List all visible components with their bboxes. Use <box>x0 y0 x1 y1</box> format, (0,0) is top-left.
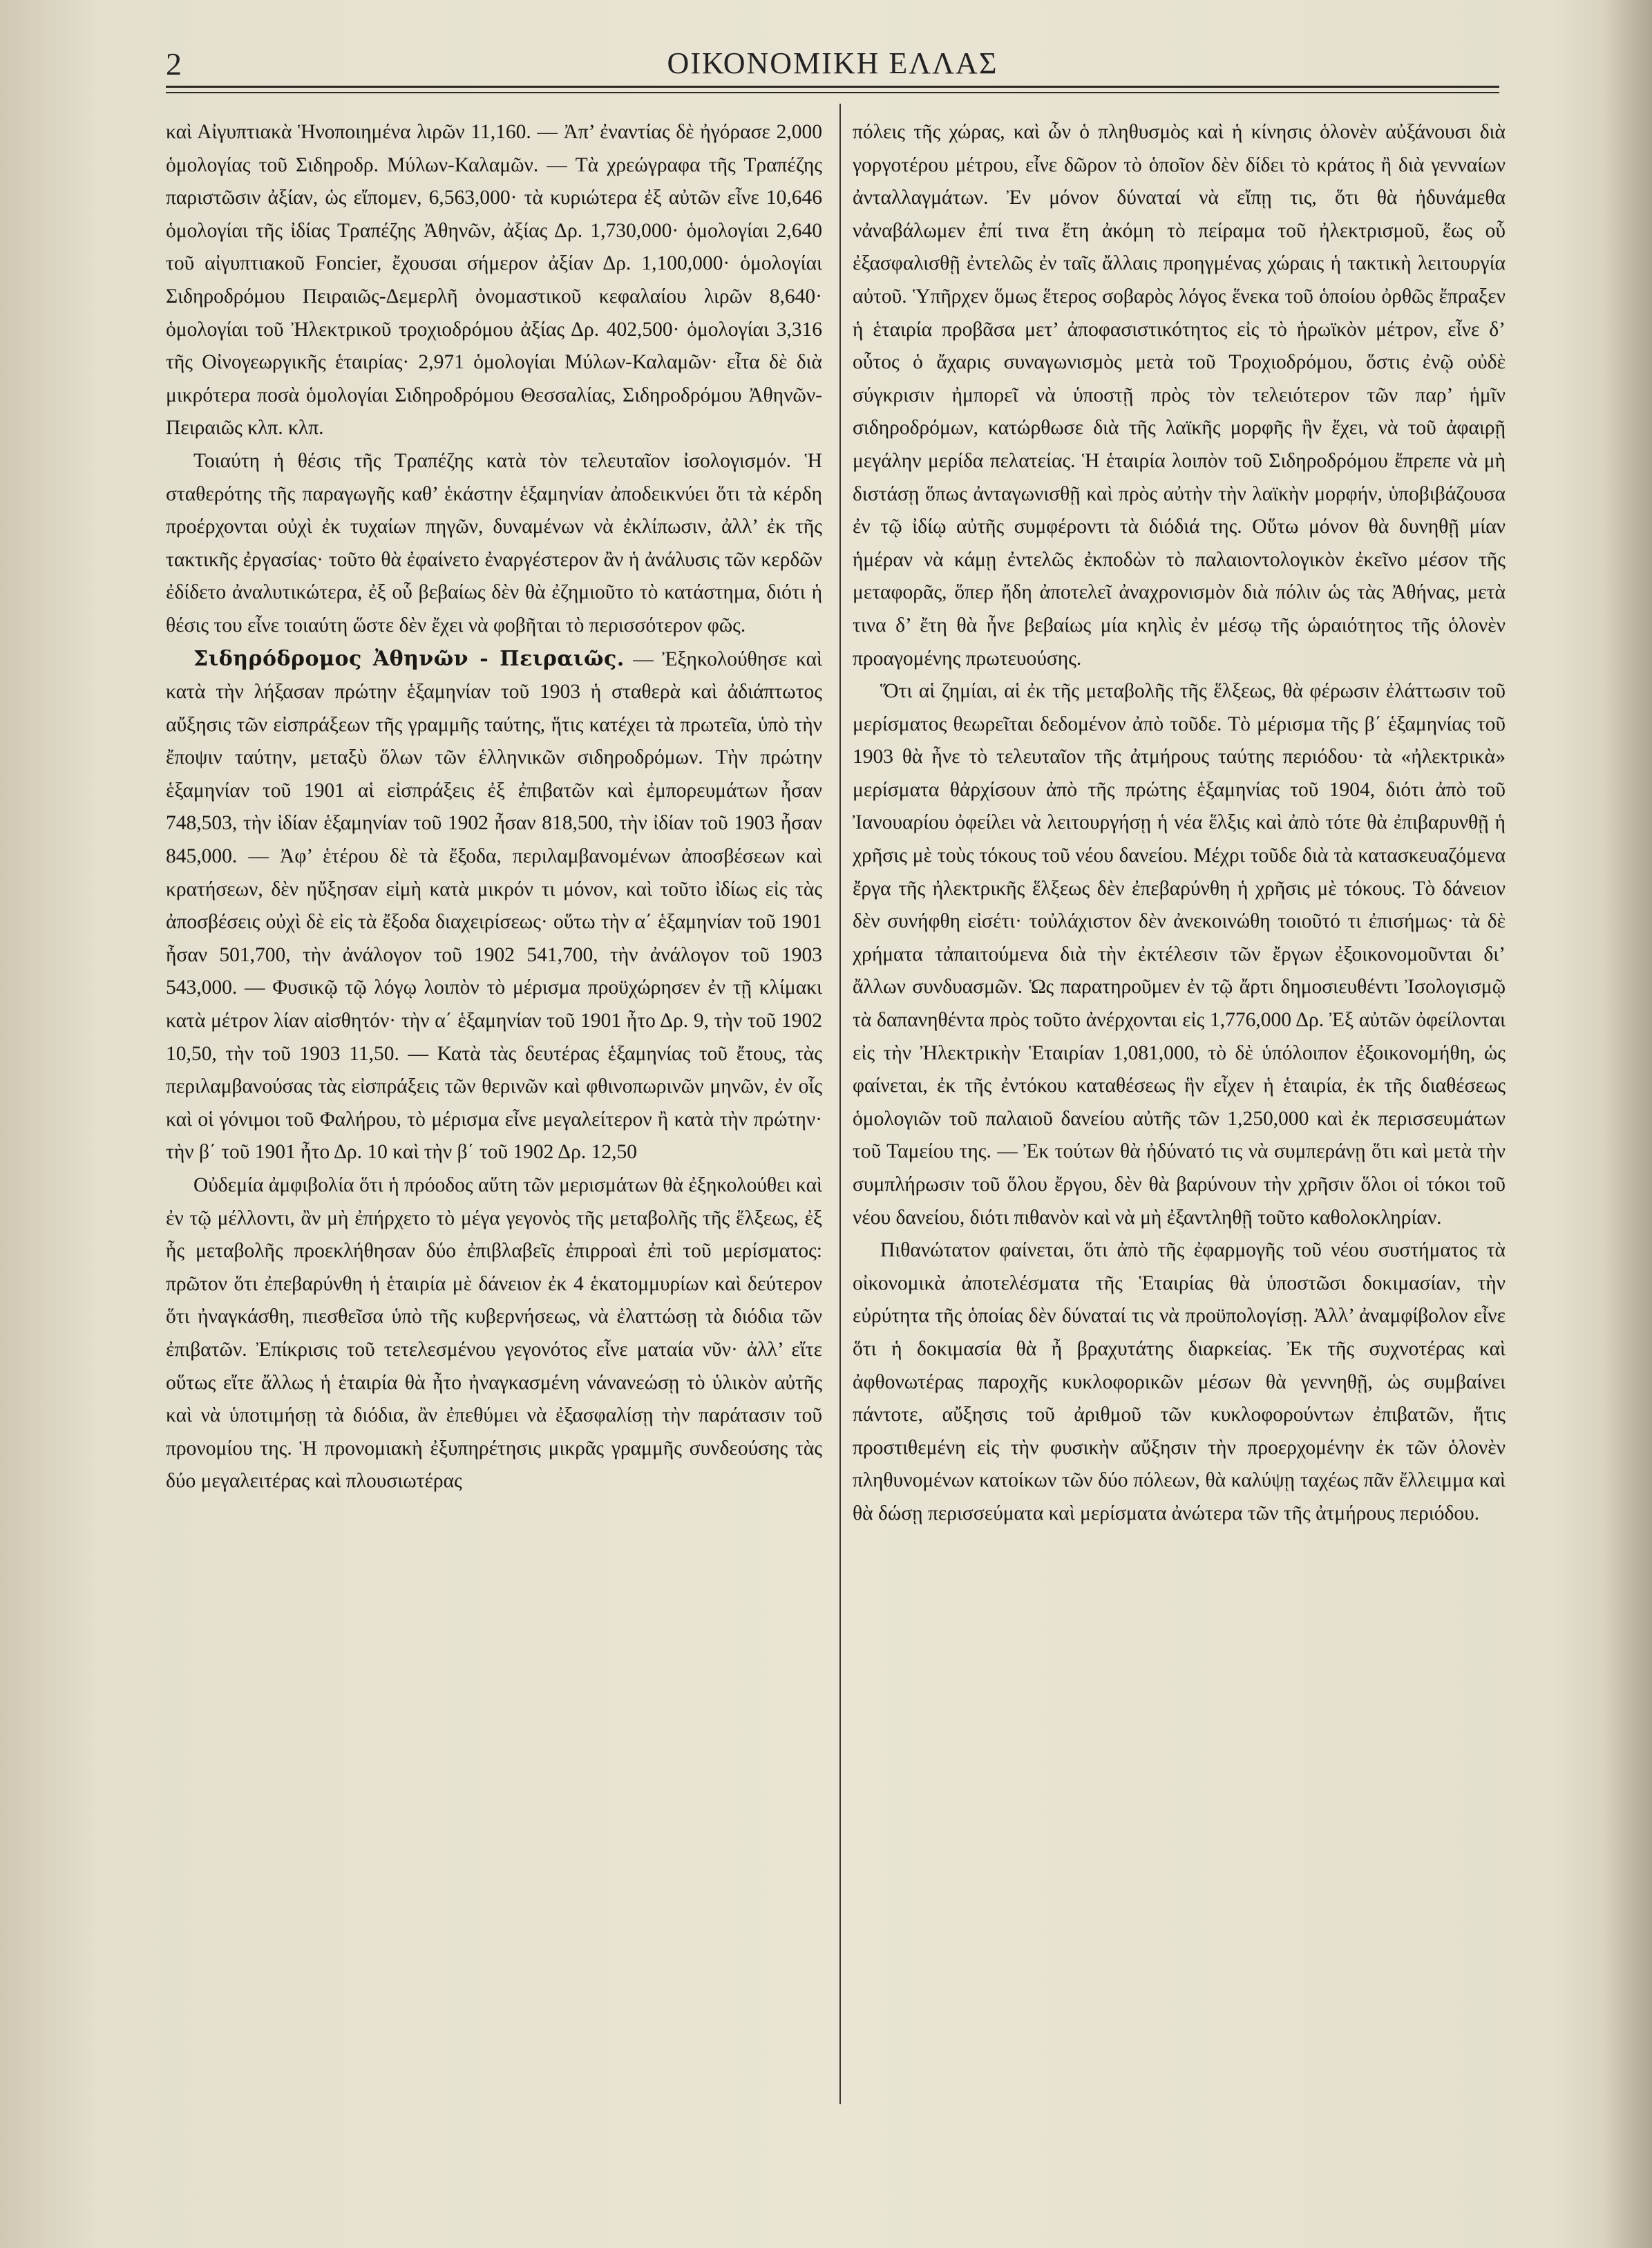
page-edge-shadow <box>1604 0 1652 2248</box>
paragraph: Πιθανώτατον φαίνεται, ὅτι ἀπὸ τῆς ἐφαρμογῆς τοῦ νέου συστήματος τὰ οἰκονομικὰ ἀποτελέσματα τῆς Ἑταιρίας θὰ ὑποστῶσι δοκιμασίαν, τὴν εὐρύτητα τῆς ὁποίας δὲν δύναταί τις νὰ προϋπολογίσῃ. Ἀλλ’ ἀναμφίβολον εἶνε ὅτι ἡ δοκιμασία θὰ ἦ βραχυτάτης διαρκείας. Ἐκ τῆς συχνοτέρας καὶ ἀφθονωτέρας παροχῆς κυκλοφορικῶν μέσων θὰ γεννηθῇ, ὡς συμβαίνει πάντοτε, αὔξησις τοῦ ἀριθμοῦ τῶν κυκλοφορούντων ἐπιβατῶν, ἥτις προστιθεμένη εἰς τὴν φυσικὴν αὔξησιν τὴν προερχομένην ἐκ τῶν ὁλονὲν πληθυνομένων κατοίκων τῶν δύο πόλεων, θὰ καλύψῃ ταχέως πᾶν ἔλλειμμα καὶ θὰ δώσῃ περισσεύματα καὶ μερίσματα ἀνώτερα τῶν τῆς ἀτμήρους περιόδου. <box>853 1239 1506 1524</box>
article-section <box>166 643 822 1170</box>
header-rule-bottom <box>166 92 1499 93</box>
journal-title: ΟΙΚΟΝΟΜΙΚΗ ΕΛΛΑΣ <box>667 46 998 80</box>
header-rule-top <box>166 86 1499 88</box>
paragraph: καὶ Αἰγυπτιακὰ Ἡνοποιημένα λιρῶν 11,160. — Ἀπ’ ἐναντίας δὲ ἠγόρασε 2,000 ὁμολογίας τοῦ Σιδηροδρ. Μύλων-Καλαμῶν. — Τὰ χρεώγραφα τῆς Τραπέζης παριστῶσιν ἀξίαν, ὡς εἴπομεν, 6,563,000· τὰ κυριώτερα ἐξ αὐτῶν εἶνε 10,646 ὁμολογίαι τῆς ἰδίας Τραπέζης Ἀθηνῶν, ἀξίας Δρ. 1,730,000· ὁμολογίαι 2,640 τοῦ αἰγυπτιακοῦ Foncier, ἔχουσαι σήμερον ἀξίαν Δρ. 1,100,000· ὁμολογίαι Σιδηροδρόμου Πειραιῶς-Δεμερλῆ ὀνομαστικοῦ κεφαλαίου λιρῶν 8,640· ὁμολογίαι τοῦ Ἠλεκτρικοῦ τροχιοδρόμου ἀξίας Δρ. 402,500· ὁμολογίαι 3,316 τῆς Οἰνογεωργικῆς ἑταιρίας· 2,971 ὁμολογίαι Μύλων-Καλαμῶν· εἶτα δὲ διὰ μικρότερα ποσὰ ὁμολογίαι Σιδηροδρόμου Θεσσαλίας, Σιδηροδρόμου Ἀθηνῶν-Πειραιῶς κλπ. κλπ. <box>166 121 822 440</box>
paragraph: Τοιαύτη ἡ θέσις τῆς Τραπέζης κατὰ τὸν τελευταῖον ἰσολογισμόν. Ἡ σταθερότης τῆς παραγωγῆς καθ’ ἑκάστην ἑξαμηνίαν ἀποδεικνύει ὅτι τὰ κέρδη προέρχονται οὐχὶ ἐκ τυχαίων πηγῶν, δυναμένων νὰ ἐκλίπωσιν, ἀλλ’ ἐκ τῆς τακτικῆς ἐργασίας· τοῦτο θὰ ἐφαίνετο ἐναργέστερον ἂν ἡ ἀνάλυσις τῶν κερδῶν ἐδίδετο ἀναλυτικώτερα, ἐξ οὗ βεβαίως δὲν θὰ ἐζημιοῦτο τὸ κατάστημα, διότι ἡ θέσις του εἶνε τοιαύτη ὥστε δὲν ἔχει νὰ φοβῆται τὸ περισσότερον φῶς. <box>166 449 822 636</box>
paragraph: Οὐδεμία ἀμφιβολία ὅτι ἡ πρόοδος αὕτη τῶν μερισμάτων θὰ ἐξηκολούθει καὶ ἐν τῷ μέλλοντι, ἂν μὴ ἐπήρχετο τὸ μέγα γεγονὸς τῆς μεταβολῆς τῆς ἕλξεως, ἐξ ἧς μεταβολῆς προεκλήθησαν δύο ἐπιβλαβεῖς ἐπιρροαὶ ἐπὶ τοῦ μερίσματος: πρῶτον ὅτι ἐπεβαρύνθη ἡ ἑταιρία μὲ δάνειον ἐκ 4 ἑκατομμυρίων καὶ δεύτερον ὅτι ἠναγκάσθη, πιεσθεῖσα ὑπὸ τῆς κυβερνήσεως, νὰ ἐλαττώσῃ τὰ διόδια τῶν ἐπιβατῶν. Ἐπίκρισις τοῦ τετελεσμένου γεγονότος εἶνε ματαία νῦν· ἀλλ’ εἴτε οὕτως εἴτε ἄλλως ἡ ἑταιρία θὰ ἦτο ἠναγκασμένη νάνανεώσῃ τὸ ὑλικὸν αὐτῆς καὶ νὰ ὑποτιμήσῃ τὰ διόδια, ἂν ἐπεθύμει νὰ ἐξασφαλίσῃ τὴν παράτασιν τοῦ προνομίου της. Ἡ προνομιακὴ ἐξυπηρέτησις μικρᾶς γραμμῆς συνδεούσης τὰς δύο μεγαλειτέρας καὶ πλουσιωτέρας <box>166 1174 822 1493</box>
section-heading: Σιδηρόδρομος Ἀθηνῶν - Πειραιῶς. <box>193 646 625 671</box>
column-divider <box>839 104 841 2104</box>
section-text: — Ἐξηκολούθησε καὶ κατὰ τὴν λήξασαν πρώτην ἑξαμηνίαν τοῦ 1903 ἡ σταθερὰ καὶ ἀδιάπτωτος αὔξησις τῶν εἰσπράξεων τῆς γραμμῆς ταύτης, ἥτις κατέχει τὰ πρωτεῖα, ὑπὸ τὴν ἔποψιν ταύτην, μεταξὺ ὅλων τῶν ἑλληνικῶν σιδηροδρόμων. Τὴν πρώτην ἑξαμηνίαν τοῦ 1901 αἱ εἰσπράξεις ἐξ ἐπιβατῶν καὶ ἐμπορευμάτων ἦσαν 748,503, τὴν ἰδίαν ἑξαμηνίαν τοῦ 1902 ἦσαν 818,500, τὴν ἰδίαν τοῦ 1903 ἦσαν 845,000. — Ἀφ’ ἑτέρου δὲ τὰ ἔξοδα, περιλαμβανομένων ἀποσβέσεων καὶ κρατήσεων, δὲν ηὔξησαν εἰμὴ κατὰ μικρόν τι μόνον, καὶ τοῦτο ἰδίως εἰς τὰς ἀποσβέσεις οὐχὶ δὲ εἰς τὰ ἔξοδα διαχειρίσεως· οὕτω τὴν α΄ ἑξαμηνίαν τοῦ 1901 ἦσαν 501,700, τὴν ἀνάλογον τοῦ 1902 541,700, τὴν ἀνάλογον τοῦ 1903 543,000. — Φυσικῷ τῷ λόγῳ λοιπὸν τὸ μέρισμα προϋχώρησεν ἐν τῇ κλίμακι κατὰ μέτρον λίαν αἰσθητόν· τὴν α΄ ἑξαμηνίαν τοῦ 1901 ἦτο Δρ. 9, τὴν τοῦ 1902 10,50, τὴν τοῦ 1903 11,50. — Κατὰ τὰς δευτέρας ἑξαμηνίας τοῦ ἔτους, τὰς περιλαμβανούσας τὰς εἰσπράξεις τῶν θερινῶν καὶ φθινοπωρινῶν μηνῶν, ἐν οἷς καὶ οἱ γόνιμοι τοῦ Φαλήρου, τὸ μέρισμα εἶνε μεγαλείτερον ἢ κατὰ τὴν πρώτην· τὴν β΄ τοῦ 1901 ἦτο Δρ. 10 καὶ τὴν β΄ τοῦ 1902 Δρ. 12,50 <box>166 648 822 1164</box>
paragraph: Ὅτι αἱ ζημίαι, αἱ ἐκ τῆς μεταβολῆς τῆς ἕλξεως, θὰ φέρωσιν ἐλάττωσιν τοῦ μερίσματος θεωρεῖται δεδομένον ἀπὸ τοῦδε. Τὸ μέρισμα τῆς β΄ ἑξαμηνίας τοῦ 1903 θὰ ἦνε τὸ τελευταῖον τῆς ἀτμήρους ταύτης περιόδου· τὰ «ἠλεκτρικὰ» μερίσματα θἀρχίσουν ἀπὸ τῆς πρώτης ἑξαμηνίας τοῦ 1904, διότι ἀπὸ τοῦ Ἰανουαρίου ὀφείλει νὰ λειτουργήσῃ ἡ νέα ἕλξις καὶ ἀπὸ τότε θὰ ἐπιβαρυνθῇ ἡ χρῆσις μὲ τοὺς τόκους τοῦ νέου δανείου. Μέχρι τοῦδε διὰ τὰ κατασκευαζόμενα ἔργα τῆς ἠλεκτρικῆς ἕλξεως δὲν ἐπεβαρύνθη ἡ χρῆσις μὲ τόκους. Τὸ δάνειον δὲν συνήφθη εἰσέτι· τοὐλάχιστον δὲν ἀνεκοινώθη τοιοῦτό τι ἐπισήμως· τὰ δὲ χρήματα τἀπαιτούμενα διὰ τὴν ἐκτέλεσιν τῶν ἔργων ἐξοικονομοῦνται δι’ ἄλλων συνδυασμῶν. Ὡς παρατηροῦμεν ἐν τῷ ἄρτι δημοσιευθέντι Ἰσολογισμῷ τὰ δαπανηθέντα πρὸς τοῦτο ἀνέρχονται εἰς 1,776,000 Δρ. Ἐξ αὐτῶν ὀφείλονται εἰς τὴν Ἠλεκτρικὴν Ἑταιρίαν 1,081,000, τὸ δὲ ὑπόλοιπον ἐξοικονομήθη, ὡς φαίνεται, ἐκ τῆς ἐντόκου καταθέσεως ἣν εἶχεν ἡ ἑταιρία, ἐκ τῆς διαθέσεως ὁμολογιῶν τοῦ παλαιοῦ δανείου αὐτῆς τῶν 1,250,000 καὶ ἐκ περισσευμάτων τοῦ Ταμείου της. — Ἐκ τούτων θὰ ἠδύνατό τις νὰ συμπεράνῃ ὅτι καὶ μετὰ τὴν συμπλήρωσιν τοῦ ὅλου ἔργου, δὲν θὰ βαρύνουν τὴν χρῆσιν ὅλοι οἱ τόκοι τοῦ νέου δανείου, διότι πιθανὸν καὶ νὰ μὴ ἐξαντληθῇ τοῦτο καθολοκληρίαν. <box>853 680 1506 1229</box>
left-column <box>166 116 822 2106</box>
page-number: 2 <box>166 46 182 82</box>
paragraph: πόλεις τῆς χώρας, καὶ ὧν ὁ πληθυσμὸς καὶ ἡ κίνησις ὁλονὲν αὐξάνουσι διὰ γοργοτέρου μέτρου, εἶνε δῶρον τὸ ὁποῖον δὲν δίδει τὸ κράτος ἢ διὰ γενναίων ἀνταλλαγμάτων. Ἐν μόνον δύναταί νὰ εἴπῃ τις, ὅτι θὰ ἠδυνάμεθα νἀναβάλωμεν ἐπί τινα ἔτη ἀκόμη τὸ πείραμα τοῦ ἠλεκτρισμοῦ, ἕως οὗ ἐξασφαλισθῇ ἐντελῶς ἐν ταῖς ἄλλαις προηγμένας χώραις ἡ τακτικὴ λειτουργία αὐτοῦ. Ὑπῆρχεν ὅμως ἕτερος σοβαρὸς λόγος ἕνεκα τοῦ ὁποίου ὀρθῶς ἔπραξεν ἡ ἑταιρία προβᾶσα μετ’ ἀποφασιστικότητος εἰς τὸ ἡρωϊκὸν μέτρον, εἶνε δ’ οὗτος ὁ ἄχαρις συναγωνισμὸς μετὰ τοῦ Τροχιοδρόμου, ὅστις ἐνῷ οὐδὲ σύγκρισιν ἠμπορεῖ νὰ ὑποστῇ πρὸς τὸν τελειότερον τῶν παρ’ ἡμῖν σιδηροδρόμων, κατώρθωσε διὰ τῆς λαϊκῆς μορφῆς ἣν ἔχει, νὰ τοῦ ἀφαιρῇ μεγάλην μερίδα πελατείας. Ἡ ἑταιρία λοιπὸν τοῦ Σιδηροδρόμου ἔπρεπε νὰ μὴ διστάσῃ ὅπως ἀνταγωνισθῇ καὶ πρὸς αὐτὴν τὴν λαϊκὴν μορφήν, ὑποβιβάζουσα ἐν τῷ ἰδίῳ αὐτῆς συμφέροντι τὰ διόδιά της. Οὕτω μόνον θὰ δυνηθῇ μίαν ἡμέραν νὰ κάμῃ ἐντελῶς ἐκποδὼν τὸ παλαιοντολογικὸν ἐκεῖνο μέσον τῆς μεταφορᾶς, ὅπερ ἤδη ἀποτελεῖ ἀναχρονισμὸν διὰ πόλιν ὡς τὰς Ἀθήνας, μετὰ τινα δ’ ἔτη θὰ ἦνε βεβαίως μία κηλὶς ἐν μέσῳ τῆς ὡραιότητος τῆς ὁλονὲν προαγομένης πρωτευούσης. <box>853 121 1506 670</box>
right-column <box>853 116 1506 2106</box>
page-header <box>166 40 1499 88</box>
